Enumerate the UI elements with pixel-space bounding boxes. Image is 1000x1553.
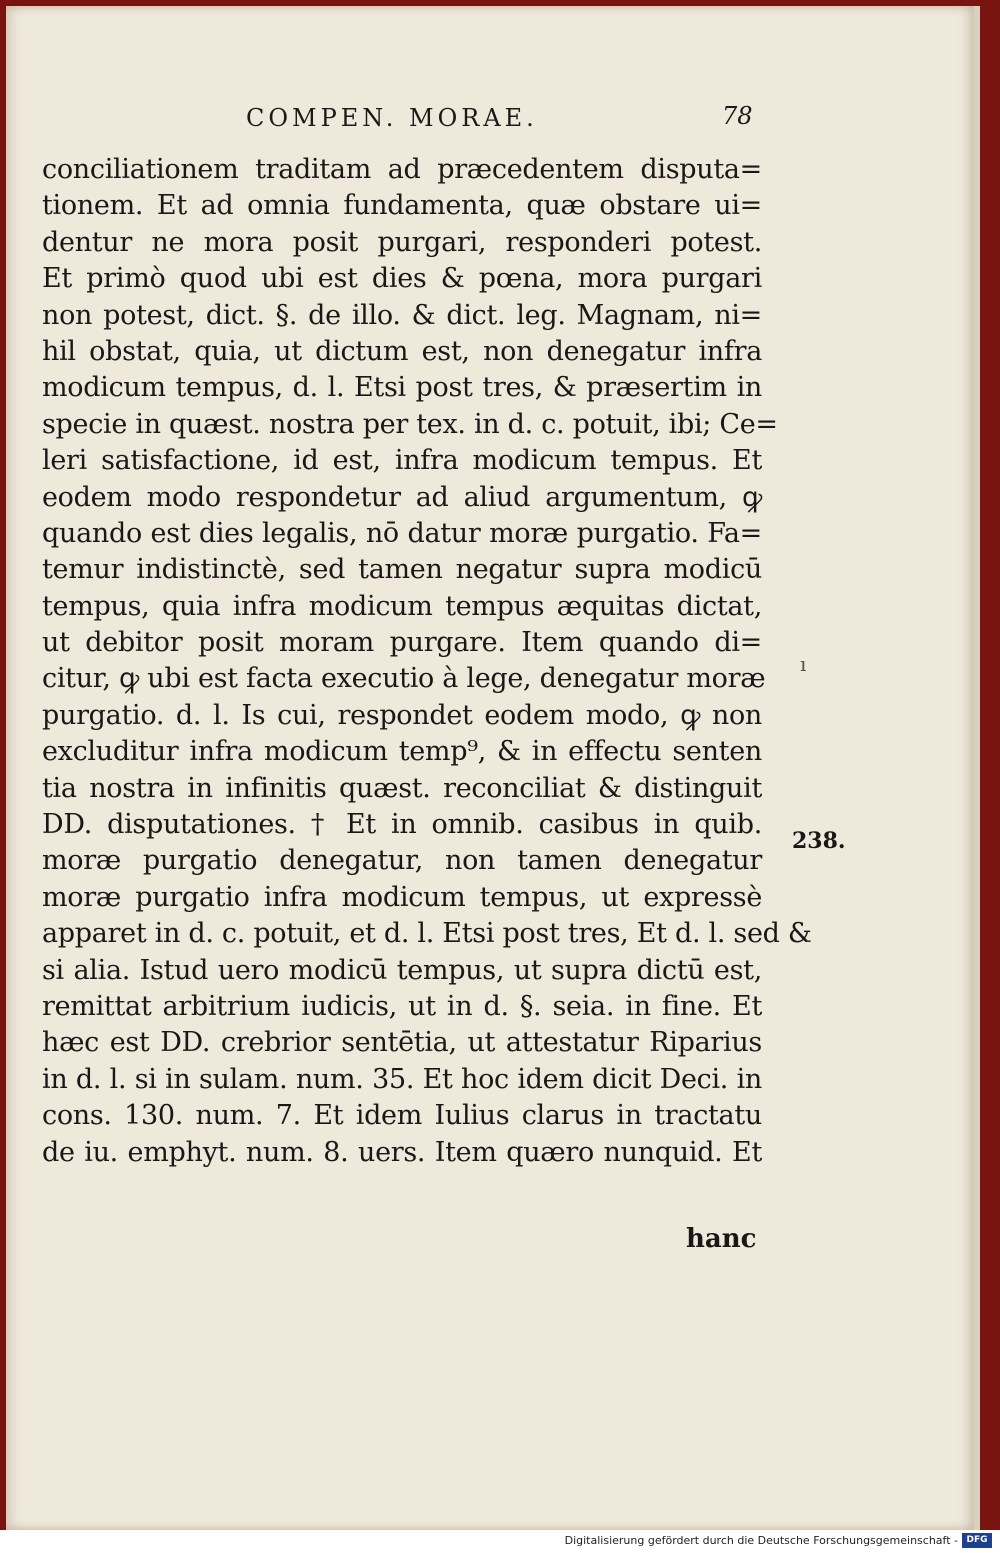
text-line: temur indistinctè, sed tamen negatur supra modicū [42, 554, 762, 586]
text-line: excluditur infra modicum temp⁹, & in effectu senten [42, 736, 762, 768]
text-line: DD. disputationes. † Et in omnib. casibus in quib. [42, 809, 762, 841]
text-line: specie in quæst. nostra per tex. in d. c. potuit, ibi; Ce= [42, 408, 778, 440]
text-line: ut debitor posit moram purgare. Item quando di= [42, 627, 762, 659]
text-line: tionem. Et ad omnia fundamenta, quæ obstare ui= [42, 190, 762, 222]
text-line: cons. 130. num. 7. Et idem Iulius clarus in tractatu [42, 1100, 762, 1132]
text-line: Et primò quod ubi est dies & pœna, mora purgari [42, 263, 762, 295]
page-edge [974, 6, 980, 1530]
funding-notice: Digitalisierung gefördert durch die Deutsche Forschungsgemeinschaft - [564, 1534, 958, 1547]
text-line: tia nostra in infinitis quæst. reconciliat & distinguit [42, 772, 762, 804]
text-line: apparet in d. c. potuit, et d. l. Etsi post tres, Et d. l. sed & [42, 918, 812, 950]
text-line: purgatio. d. l. Is cui, respondet eodem modo, ꝙ non [42, 699, 762, 731]
text-line: eodem modo respondetur ad aliud argumentum, ꝙ [42, 481, 762, 513]
dfg-logo: DFG [962, 1533, 992, 1548]
text-line: moræ purgatio denegatur, non tamen denegatur [42, 845, 762, 877]
text-line: de iu. emphyt. num. 8. uers. Item quæro nunquid. Et [42, 1136, 762, 1168]
body-text [42, 152, 812, 1171]
text-line: conciliationem traditam ad præcedentem disputa= [42, 154, 762, 185]
margin-mark: ı [800, 652, 807, 676]
running-head: COMPEN. MORAE. [246, 104, 538, 132]
text-line: citur, ꝙ ubi est facta executio à lege, denegatur moræ [42, 663, 766, 695]
text-line: dentur ne mora posit purgari, responderi potest. [42, 226, 762, 258]
text-line: modicum tempus, d. l. Etsi post tres, & præsertim in [42, 372, 762, 404]
text-line: leri satisfactione, id est, infra modicum tempus. Et [42, 445, 762, 477]
text-line: remittat arbitrium iudicis, ut in d. §. seia. in fine. Et [42, 990, 762, 1022]
text-line: hæc est DD. crebrior sentētia, ut attestatur Riparius [42, 1027, 762, 1059]
text-line: non potest, dict. §. de illo. & dict. leg. Magnam, ni= [42, 299, 762, 331]
page-number: 78 [722, 102, 753, 130]
text-line: hil obstat, quia, ut dictum est, non denegatur infra [42, 335, 762, 367]
footer [0, 1530, 1000, 1553]
text-line: moræ purgatio infra modicum tempus, ut expressè [42, 881, 762, 913]
text-line: tempus, quia infra modicum tempus æquitas dictat, [42, 590, 762, 622]
catchword: hanc [686, 1224, 757, 1254]
text-line: in d. l. si in sulam. num. 35. Et hoc idem dicit Deci. in [42, 1063, 762, 1095]
margin-note: 238. [792, 828, 846, 854]
text-line: si alia. Istud uero modicū tempus, ut supra dictū est, [42, 954, 762, 986]
text-line: quando est dies legalis, nō datur moræ purgatio. Fa= [42, 517, 762, 549]
